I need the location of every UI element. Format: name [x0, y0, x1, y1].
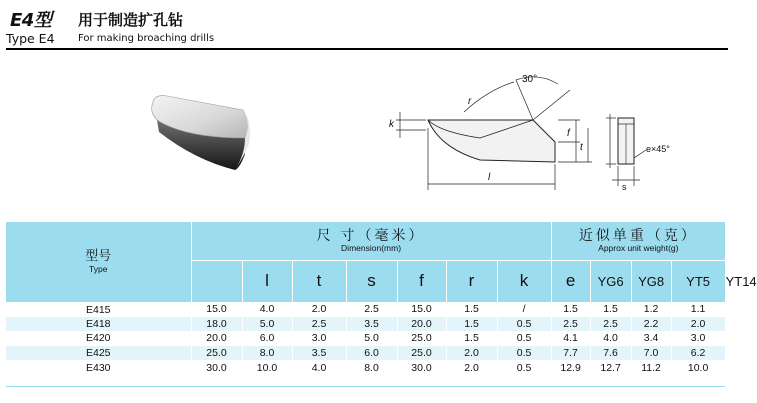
- cell-k: 1.5: [446, 331, 497, 346]
- cell-l: 15.0: [191, 302, 242, 317]
- cell-l: 18.0: [191, 317, 242, 332]
- cell-k: 1.5: [446, 302, 497, 317]
- cell-s: 4.0: [292, 360, 346, 375]
- cell-k: 2.0: [446, 360, 497, 375]
- model-title: E4型: [10, 10, 52, 31]
- cell-k: 2.0: [446, 346, 497, 361]
- cell-yg8: 7.6: [590, 346, 631, 361]
- technical-drawing: [380, 62, 680, 192]
- cell-yt5: 11.2: [631, 360, 671, 375]
- cell-e: 0.5: [497, 331, 551, 346]
- col-header: YT5: [671, 260, 725, 302]
- cell-r: 30.0: [397, 360, 446, 375]
- t-label: t: [580, 142, 583, 153]
- cell-yg6: 12.9: [551, 360, 590, 375]
- chamfer-label: e×45°: [646, 144, 670, 154]
- f-label: f: [567, 128, 570, 139]
- table-row: [6, 302, 725, 317]
- cell-t: 4.0: [242, 302, 292, 317]
- col-header: YG6: [590, 260, 631, 302]
- type-label: Type E4: [6, 31, 55, 46]
- cell-r: 20.0: [397, 317, 446, 332]
- table-row: [6, 317, 725, 332]
- cell-f: 2.5: [346, 302, 397, 317]
- dimension-en: Dimension(mm): [341, 243, 402, 254]
- cell-t: 5.0: [242, 317, 292, 332]
- weight-en: Approx unit weight(g): [598, 243, 679, 254]
- type-en: Type: [89, 264, 108, 275]
- page-header: [6, 4, 728, 48]
- cell-yg6: 1.5: [551, 302, 590, 317]
- cell-yt14: 2.0: [671, 317, 725, 332]
- k-label: k: [389, 119, 394, 130]
- cell-s: 2.0: [292, 302, 346, 317]
- col-header: YG8: [631, 260, 671, 302]
- col-header: s: [346, 260, 397, 302]
- table-row: [6, 360, 725, 375]
- weight-group-header: [551, 222, 725, 260]
- cell-e: 0.5: [497, 317, 551, 332]
- cell-s: 2.5: [292, 317, 346, 332]
- cell-yt5: 1.2: [631, 302, 671, 317]
- cell-yg8: 4.0: [590, 331, 631, 346]
- cell-yg6: 7.7: [551, 346, 590, 361]
- col-header: l: [242, 260, 292, 302]
- cell-type: E418: [6, 317, 191, 332]
- type-zh: 型号: [85, 248, 112, 264]
- cell-t: 8.0: [242, 346, 292, 361]
- insert-illustration: [145, 88, 255, 172]
- cell-yt5: 2.2: [631, 317, 671, 332]
- cell-r: 25.0: [397, 331, 446, 346]
- cell-k: 1.5: [446, 317, 497, 332]
- cell-yg6: 2.5: [551, 317, 590, 332]
- cell-l: 30.0: [191, 360, 242, 375]
- dimension-zh: 尺 寸（毫米）: [316, 227, 426, 244]
- header-rule: [6, 48, 728, 50]
- col-header: r: [446, 260, 497, 302]
- table-bottom-rule: [6, 386, 725, 387]
- cell-type: E430: [6, 360, 191, 375]
- r-label: r: [468, 96, 472, 107]
- s-label: s: [622, 182, 627, 192]
- cell-t: 10.0: [242, 360, 292, 375]
- cell-yt14: 1.1: [671, 302, 725, 317]
- cell-s: 3.0: [292, 331, 346, 346]
- cell-yt14: 6.2: [671, 346, 725, 361]
- cell-yt14: 3.0: [671, 331, 725, 346]
- cell-f: 3.5: [346, 317, 397, 332]
- col-header: k: [497, 260, 551, 302]
- cell-yg8: 12.7: [590, 360, 631, 375]
- cell-yt14: 10.0: [671, 360, 725, 375]
- col-header: f: [397, 260, 446, 302]
- angle-label: 30°: [522, 74, 538, 85]
- insert-outline: [428, 120, 555, 162]
- cell-type: E420: [6, 331, 191, 346]
- cell-type: E415: [6, 302, 191, 317]
- cell-e: 0.5: [497, 360, 551, 375]
- table-row: [6, 331, 725, 346]
- spec-table: 型号 Type 尺 寸（毫米） Dimension(mm) 近似单重（克） Approx unit weight(g) l t s f r k e YG6 YG8 YT5 YT14 E415 15.0 4.0 2.0 2.5 15.0 1.5 / 1.5 1.5 1.2 1.1 E418 18.0 5.0 2.5 3.5 20.0 1.5 0.5 2.5 2.5 2.2 2.0 E420 20.0 6.0 3.0 5.0 25.0 1.5 0.5 4.1 4.0 3.4 3.0 E425 25.0 8.0 3.5 6.0 25.0 2.0 0.5 7.7 7.6 7.0 6.2 E430 30.0 10.0 4.0 8.0 30.0 2.0 0.5 12.9 12.7 11.2 10.0: [6, 222, 725, 375]
- chinese-title: 用于制造扩孔钻: [78, 11, 184, 29]
- l-label: l: [488, 172, 491, 183]
- cell-l: 20.0: [191, 331, 242, 346]
- cell-f: 5.0: [346, 331, 397, 346]
- cell-f: 8.0: [346, 360, 397, 375]
- type-column-header: [6, 222, 191, 302]
- cell-e: /: [497, 302, 551, 317]
- cell-r: 15.0: [397, 302, 446, 317]
- col-header: t: [292, 260, 346, 302]
- table-row: [6, 346, 725, 361]
- cell-yg8: 1.5: [590, 302, 631, 317]
- cell-yg8: 2.5: [590, 317, 631, 332]
- weight-zh: 近似单重（克）: [578, 227, 698, 244]
- english-subtitle: For making broaching drills: [78, 33, 215, 44]
- dimension-group-header: [191, 222, 551, 260]
- col-header: e: [551, 260, 590, 302]
- cell-yg6: 4.1: [551, 331, 590, 346]
- cell-t: 6.0: [242, 331, 292, 346]
- cell-r: 25.0: [397, 346, 446, 361]
- cell-l: 25.0: [191, 346, 242, 361]
- cell-yt5: 7.0: [631, 346, 671, 361]
- cell-f: 6.0: [346, 346, 397, 361]
- cell-yt5: 3.4: [631, 331, 671, 346]
- cell-e: 0.5: [497, 346, 551, 361]
- cell-s: 3.5: [292, 346, 346, 361]
- cell-type: E425: [6, 346, 191, 361]
